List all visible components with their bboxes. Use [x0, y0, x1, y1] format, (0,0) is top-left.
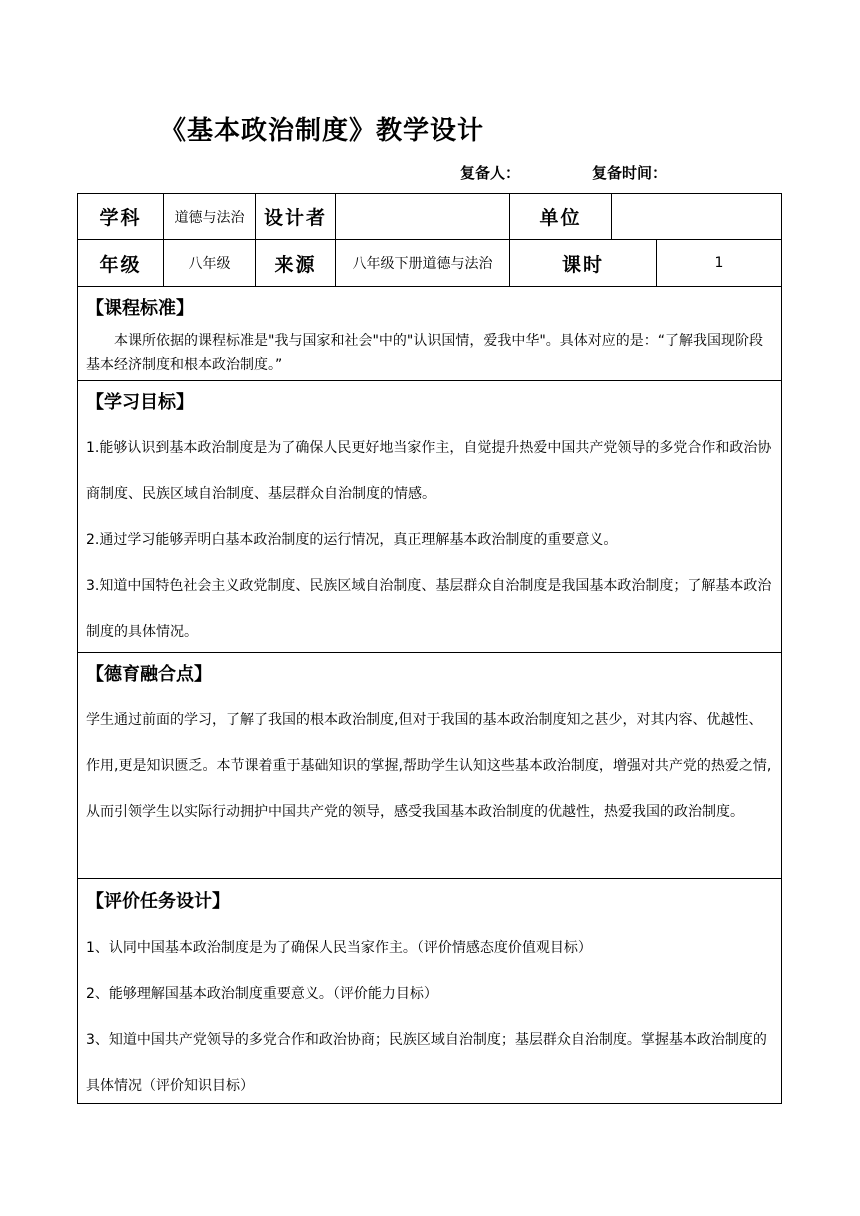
period-label: 课时 — [510, 240, 657, 286]
designer-label: 设计者 — [256, 194, 336, 239]
course-standard-heading: 【课程标准】 — [86, 298, 194, 319]
evaluation-section — [78, 879, 781, 1103]
source-value: 八年级下册道德与法治 — [336, 240, 510, 286]
grade-value: 八年级 — [164, 240, 256, 286]
evaluation-item: 1、认同中国基本政治制度是为了确保人民当家作主。（评价情感态度价值观目标） — [86, 940, 592, 956]
subject-label: 学科 — [78, 194, 164, 239]
evaluation-item: 3、知道中国共产党领导的多党合作和政治协商；民族区域自治制度；基层群众自治制度。掌握基本政治制度的具体情况（评价知识目标） — [86, 1032, 767, 1094]
objective-item: 3.知道中国特色社会主义政党制度、民族区域自治制度、基层群众自治制度是我国基本政治制度；了解基本政治制度的具体情况。 — [86, 578, 772, 640]
learning-objectives-section — [78, 381, 781, 653]
period-value: 1 — [714, 255, 724, 271]
unit-label: 单位 — [510, 194, 612, 239]
objective-item: 2.通过学习能够弄明白基本政治制度的运行情况，真正理解基本政治制度的重要意义。 — [86, 532, 618, 548]
moral-education-section — [78, 653, 781, 879]
evaluation-heading: 【评价任务设计】 — [86, 891, 230, 912]
course-standard-text: 本课所依据的课程标准是"我与国家和社会"中的"认识国情，爱我中华"。具体对应的是：“了解我国现阶段基本经济制度和根本政治制度。” — [86, 333, 764, 373]
moral-education-heading: 【德育融合点】 — [86, 664, 212, 685]
evaluation-item: 2、能够理解国基本政治制度重要意义。（评价能力目标） — [86, 986, 438, 1002]
learning-objectives-heading: 【学习目标】 — [86, 392, 194, 413]
subject-value: 道德与法治 — [164, 194, 256, 239]
document-title: 《基本政治制度》教学设计 — [160, 116, 485, 146]
prepared-by-label: 复备人： — [460, 164, 521, 182]
objective-item: 1.能够认识到基本政治制度是为了确保人民更好地当家作主，自觉提升热爱中国共产党领导的多党合作和政治协商制度、民族区域自治制度、基层群众自治制度的情感。 — [86, 440, 772, 502]
moral-education-text: 学生通过前面的学习，了解了我国的根本政治制度,但对于我国的基本政治制度知之甚少，对其内容、优越性、作用,更是知识匮乏。本节课着重于基础知识的掌握,帮助学生认知这些基本政治制度，增强对共产党的热爱之情,从而引领学生以实际行动拥护中国共产党的领导，感受我国基本政治制度的优越性，热爱我国的政治制度。 — [86, 712, 772, 820]
course-standard-section — [78, 287, 781, 381]
grade-label: 年级 — [78, 240, 164, 286]
unit-value — [612, 194, 781, 239]
preparation-line — [460, 162, 667, 183]
info-row-2 — [78, 240, 781, 287]
prepared-time-label: 复备时间： — [592, 164, 668, 182]
lesson-design-table — [77, 193, 782, 1104]
info-row-1 — [78, 194, 781, 240]
designer-value — [336, 194, 510, 239]
source-label: 来源 — [256, 240, 336, 286]
